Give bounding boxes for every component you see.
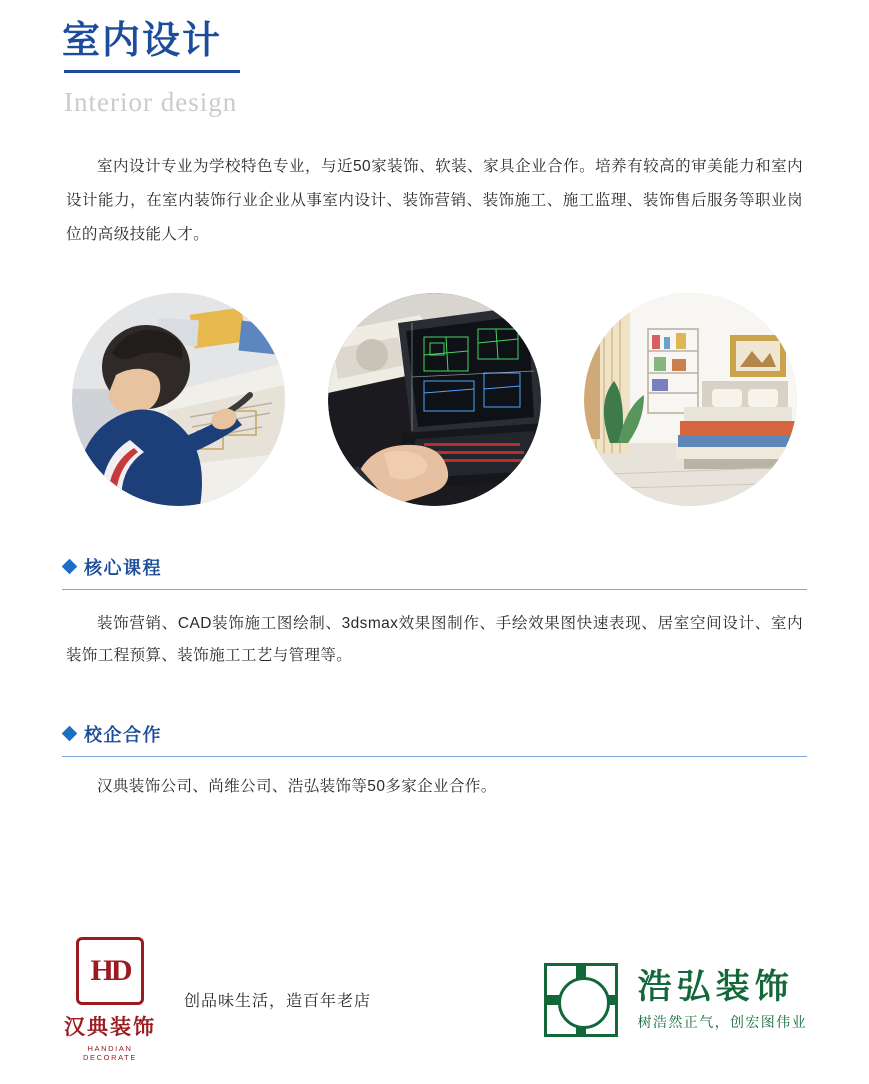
haohong-logo-group xyxy=(544,963,807,1037)
haohong-name: 浩弘装饰 xyxy=(637,967,794,1006)
page-title: 室内设计 xyxy=(62,20,223,62)
section-core-courses-title: 核心课程 xyxy=(84,557,162,578)
haohong-slogan: 树浩然正气，创宏图伟业 xyxy=(637,1014,807,1030)
title-underline xyxy=(64,70,240,73)
section-cooperation-body: 汉典装饰公司、尚维公司、浩弘装饰等50多家企业合作。 xyxy=(97,777,497,795)
cad-laptop-photo xyxy=(328,293,541,506)
photo-row xyxy=(72,293,797,506)
emblem-circle xyxy=(558,977,610,1029)
section-cooperation xyxy=(62,721,807,800)
handian-logo-group xyxy=(62,937,371,1062)
diamond-bullet-icon xyxy=(62,559,78,575)
handian-pinyin: HANDIAN DECORATE xyxy=(83,1044,137,1062)
section-core-courses xyxy=(62,554,807,673)
interior-sketch-photo xyxy=(584,293,797,506)
handian-logo xyxy=(62,937,158,1062)
haohong-text-block xyxy=(638,969,807,1031)
handian-name: 汉典装饰 xyxy=(64,1016,156,1039)
page-header xyxy=(62,0,807,118)
page-subtitle: Interior design xyxy=(64,86,238,117)
handian-monogram-icon: HD xyxy=(76,937,144,1005)
intro-paragraph: 室内设计专业为学校特色专业，与近50家装饰、软装、家具企业合作。培养有较高的审美能力和室内设计能力，在室内装饰行业企业从事室内设计、装饰营销、装饰施工、施工监理、装饰售后服务等职业岗位的高级技能人才。 xyxy=(66,157,803,244)
student-drawing-photo xyxy=(72,293,285,506)
section-core-courses-rule xyxy=(62,589,807,590)
diamond-bullet-icon xyxy=(62,726,78,742)
section-cooperation-head xyxy=(62,721,807,747)
section-core-courses-body: 装饰营销、CAD装饰施工图绘制、3dsmax效果图制作、手绘效果图快速表现、居室空间设计、室内装饰工程预算、装饰施工工艺与管理等。 xyxy=(66,614,803,665)
handian-slogan: 创品味生活，造百年老店 xyxy=(184,993,372,1010)
section-core-courses-head xyxy=(62,554,807,580)
haohong-emblem-icon xyxy=(544,963,618,1037)
section-cooperation-title: 校企合作 xyxy=(84,724,162,745)
section-cooperation-rule xyxy=(62,756,807,757)
partner-logo-row xyxy=(62,937,807,1062)
